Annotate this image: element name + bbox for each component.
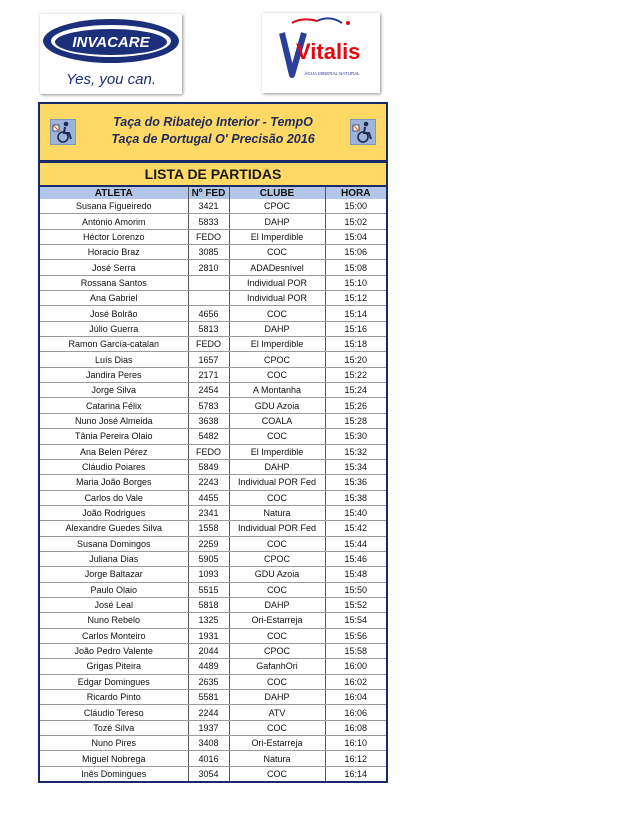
club-cell: CPOC — [229, 352, 325, 367]
time-cell: 16:02 — [325, 674, 386, 689]
table-row — [40, 551, 386, 566]
table-row — [40, 291, 386, 306]
club-cell: DAHP — [229, 597, 325, 612]
fed-number-cell: 5515 — [188, 582, 229, 597]
time-cell: 15:26 — [325, 398, 386, 413]
club-cell: ADADesnível — [229, 260, 325, 275]
table-row — [40, 321, 386, 336]
time-cell: 15:24 — [325, 383, 386, 398]
club-cell: DAHP — [229, 459, 325, 474]
table-row — [40, 444, 386, 459]
athlete-cell: Luís Dias — [40, 352, 188, 367]
fed-number-cell: 5818 — [188, 597, 229, 612]
athlete-cell: José Serra — [40, 260, 188, 275]
table-row — [40, 690, 386, 705]
athlete-cell: Tozé Silva — [40, 720, 188, 735]
table-row — [40, 521, 386, 536]
table-row — [40, 229, 386, 244]
table-row — [40, 705, 386, 720]
table-row — [40, 613, 386, 628]
club-cell: Individual POR — [229, 291, 325, 306]
club-cell: COC — [229, 766, 325, 781]
fed-number-cell: 5833 — [188, 214, 229, 229]
athlete-cell: Ricardo Pinto — [40, 690, 188, 705]
list-title: LISTA DE PARTIDAS — [40, 162, 386, 187]
table-row — [40, 766, 386, 781]
table-row — [40, 367, 386, 382]
table-row — [40, 582, 386, 597]
table-row — [40, 337, 386, 352]
column-header-club: CLUBE — [229, 187, 325, 199]
club-cell: Natura — [229, 751, 325, 766]
fed-number-cell: 3054 — [188, 766, 229, 781]
club-cell: El Imperdible — [229, 337, 325, 352]
table-body — [40, 199, 386, 781]
club-cell: GDU Azoia — [229, 567, 325, 582]
fed-number-cell: 4016 — [188, 751, 229, 766]
time-cell: 15:32 — [325, 444, 386, 459]
table-row — [40, 214, 386, 229]
fed-number-cell: 1325 — [188, 613, 229, 628]
table-row — [40, 275, 386, 290]
table-row — [40, 536, 386, 551]
club-cell: GDU Azoia — [229, 398, 325, 413]
club-cell: COC — [229, 674, 325, 689]
club-cell: Ori-Estarreja — [229, 736, 325, 751]
table-row — [40, 459, 386, 474]
athlete-cell: Edgar Domingues — [40, 674, 188, 689]
fed-number-cell: 1657 — [188, 352, 229, 367]
club-cell: GafanhOri — [229, 659, 325, 674]
table-row — [40, 260, 386, 275]
athlete-cell: João Rodrigues — [40, 505, 188, 520]
athlete-cell: Carlos do Vale — [40, 490, 188, 505]
fed-number-cell — [188, 275, 229, 290]
fed-number-cell: FEDO — [188, 444, 229, 459]
club-cell: COC — [229, 429, 325, 444]
athlete-cell: Ana Belen Pérez — [40, 444, 188, 459]
athlete-cell: Júlio Guerra — [40, 321, 188, 336]
club-cell: El Imperdible — [229, 229, 325, 244]
fed-number-cell: 4656 — [188, 306, 229, 321]
time-cell: 15:08 — [325, 260, 386, 275]
invacare-tagline: Yes, you can. — [65, 71, 157, 88]
fed-number-cell: 4489 — [188, 659, 229, 674]
title-banner — [40, 104, 386, 162]
time-cell: 15:44 — [325, 536, 386, 551]
fed-number-cell — [188, 291, 229, 306]
fed-number-cell: 5581 — [188, 690, 229, 705]
time-cell: 15:04 — [325, 229, 386, 244]
fed-number-cell: 3638 — [188, 413, 229, 428]
club-cell: Individual POR — [229, 275, 325, 290]
table-row — [40, 659, 386, 674]
fed-number-cell: 2243 — [188, 475, 229, 490]
invacare-brand: INVACARE — [72, 34, 150, 51]
time-cell: 15:38 — [325, 490, 386, 505]
time-cell: 15:22 — [325, 367, 386, 382]
club-cell: CPOC — [229, 643, 325, 658]
athlete-cell: Miguel Nobrega — [40, 751, 188, 766]
club-cell: El Imperdible — [229, 444, 325, 459]
time-cell: 16:06 — [325, 705, 386, 720]
time-cell: 15:20 — [325, 352, 386, 367]
athlete-cell: Ana Gabriel — [40, 291, 188, 306]
fed-number-cell: 2171 — [188, 367, 229, 382]
athlete-cell: Juliana Dias — [40, 551, 188, 566]
athlete-cell: Alexandre Guedes Silva — [40, 521, 188, 536]
table-row — [40, 199, 386, 214]
table-row — [40, 643, 386, 658]
athlete-cell: Cláudio Poiares — [40, 459, 188, 474]
athlete-cell: Susana Domingos — [40, 536, 188, 551]
club-cell: Ori-Estarreja — [229, 613, 325, 628]
time-cell: 15:54 — [325, 613, 386, 628]
athlete-cell: Nuno Pires — [40, 736, 188, 751]
vitalis-logo-graphic — [262, 13, 380, 93]
column-header-time: HORA — [325, 187, 386, 199]
time-cell: 15:10 — [325, 275, 386, 290]
time-cell: 16:04 — [325, 690, 386, 705]
table-row — [40, 413, 386, 428]
fed-number-cell: 1093 — [188, 567, 229, 582]
time-cell: 15:36 — [325, 475, 386, 490]
club-cell: COC — [229, 536, 325, 551]
time-cell: 15:30 — [325, 429, 386, 444]
club-cell: CPOC — [229, 199, 325, 214]
athlete-cell: Héctor Lorenzo — [40, 229, 188, 244]
time-cell: 15:50 — [325, 582, 386, 597]
time-cell: 15:28 — [325, 413, 386, 428]
fed-number-cell: 2259 — [188, 536, 229, 551]
club-cell: A Montanha — [229, 383, 325, 398]
fed-number-cell: 3421 — [188, 199, 229, 214]
club-cell: Individual POR Fed — [229, 521, 325, 536]
fed-number-cell: 4455 — [188, 490, 229, 505]
club-cell: COC — [229, 628, 325, 643]
table-header-row — [40, 187, 386, 199]
athlete-cell: Paulo Olaio — [40, 582, 188, 597]
fed-number-cell: 5905 — [188, 551, 229, 566]
athlete-cell: Inês Domingues — [40, 766, 188, 781]
time-cell: 16:14 — [344, 768, 368, 779]
club-cell: COC — [229, 582, 325, 597]
start-list-document — [38, 102, 388, 783]
column-header-athlete: ATLETA — [40, 187, 188, 199]
club-cell: DAHP — [229, 690, 325, 705]
club-cell: COC — [229, 306, 325, 321]
time-cell: 15:12 — [325, 291, 386, 306]
column-header-fed-number: Nº FED — [188, 187, 229, 199]
vitalis-brand: Vitalis — [296, 39, 361, 64]
athlete-cell: Nuno José Almeida — [40, 413, 188, 428]
table-row — [40, 736, 386, 751]
fed-number-cell: 1931 — [188, 628, 229, 643]
time-cell: 15:52 — [325, 597, 386, 612]
athlete-cell: Cláudio Tereso — [40, 705, 188, 720]
club-cell: Individual POR Fed — [229, 475, 325, 490]
fed-number-cell: 2810 — [188, 260, 229, 275]
club-cell: COALA — [229, 413, 325, 428]
start-list-table — [40, 187, 386, 781]
club-cell: COC — [229, 490, 325, 505]
athlete-cell: Grigas Piteira — [40, 659, 188, 674]
time-cell: 15:06 — [325, 245, 386, 260]
athlete-cell: João Pedro Valente — [40, 643, 188, 658]
fed-number-cell: FEDO — [188, 229, 229, 244]
vitalis-logo — [262, 13, 380, 93]
table-row — [40, 306, 386, 321]
time-cell: 15:14 — [325, 306, 386, 321]
time-cell: 16:08 — [325, 720, 386, 735]
time-cell: 15:40 — [325, 505, 386, 520]
fed-number-cell: 5783 — [188, 398, 229, 413]
club-cell: DAHP — [229, 321, 325, 336]
time-cell: 16:00 — [325, 659, 386, 674]
fed-number-cell: FEDO — [188, 337, 229, 352]
fed-number-cell: 2044 — [188, 643, 229, 658]
fed-number-cell: 1558 — [188, 521, 229, 536]
table-row — [40, 490, 386, 505]
time-cell: 15:16 — [325, 321, 386, 336]
club-cell: COC — [229, 367, 325, 382]
table-row — [40, 597, 386, 612]
athlete-cell: Horacio Braz — [40, 245, 188, 260]
time-cell: 15:58 — [325, 643, 386, 658]
fed-number-cell: 3408 — [188, 736, 229, 751]
time-cell: 15:00 — [325, 199, 386, 214]
table-row — [40, 674, 386, 689]
table-row — [40, 475, 386, 490]
fed-number-cell: 5849 — [188, 459, 229, 474]
table-row — [40, 398, 386, 413]
fed-number-cell: 3085 — [188, 245, 229, 260]
athlete-cell: Catarina Félix — [40, 398, 188, 413]
athlete-cell: Susana Figueiredo — [40, 199, 188, 214]
athlete-cell: Jorge Silva — [40, 383, 188, 398]
time-cell: 16:12 — [325, 751, 386, 766]
athlete-cell: José Leal — [40, 597, 188, 612]
fed-number-cell: 5482 — [188, 429, 229, 444]
club-cell: CPOC — [229, 551, 325, 566]
event-title: Taça do Ribatejo Interior - TempO — [113, 115, 313, 129]
time-cell: 15:56 — [325, 628, 386, 643]
athlete-cell: Ramon García-catalan — [40, 337, 188, 352]
vitalis-sub: ÁGUA MINERAL NATURAL — [304, 71, 360, 76]
fed-number-cell: 5813 — [188, 321, 229, 336]
wheelchair-orienteering-icon — [350, 119, 376, 145]
table-row — [40, 429, 386, 444]
time-cell: 15:34 — [325, 459, 386, 474]
fed-number-cell: 2454 — [188, 383, 229, 398]
club-cell: ATV — [229, 705, 325, 720]
club-cell: DAHP — [229, 214, 325, 229]
athlete-cell: Tânia Pereira Olaio — [40, 429, 188, 444]
club-cell: COC — [229, 245, 325, 260]
fed-number-cell: 1937 — [188, 720, 229, 735]
athlete-cell: Maria João Borges — [40, 475, 188, 490]
table-row — [40, 751, 386, 766]
table-row — [40, 245, 386, 260]
time-cell: 15:42 — [325, 521, 386, 536]
invacare-logo-graphic — [40, 14, 182, 94]
athlete-cell: Jorge Baltazar — [40, 567, 188, 582]
athlete-cell: José Bolrão — [40, 306, 188, 321]
time-cell: 15:46 — [325, 551, 386, 566]
athlete-cell: Rossana Santos — [40, 275, 188, 290]
time-cell: 15:18 — [325, 337, 386, 352]
athlete-cell: António Amorim — [40, 214, 188, 229]
table-row — [40, 567, 386, 582]
table-row — [40, 628, 386, 643]
athlete-cell: Nuno Rebelo — [40, 613, 188, 628]
athlete-cell: Jandira Peres — [40, 367, 188, 382]
table-row — [40, 720, 386, 735]
club-cell: Natura — [229, 505, 325, 520]
invacare-logo — [40, 14, 182, 94]
fed-number-cell: 2341 — [188, 505, 229, 520]
athlete-cell: Carlos Monteiro — [40, 628, 188, 643]
fed-number-cell: 2244 — [188, 705, 229, 720]
table-row — [40, 505, 386, 520]
table-row — [40, 383, 386, 398]
club-cell: COC — [229, 720, 325, 735]
fed-number-cell: 2635 — [188, 674, 229, 689]
time-cell: 15:48 — [325, 567, 386, 582]
time-cell: 15:02 — [325, 214, 386, 229]
event-subtitle: Taça de Portugal O' Precisão 2016 — [111, 132, 315, 146]
time-cell: 16:10 — [325, 736, 386, 751]
table-row — [40, 352, 386, 367]
